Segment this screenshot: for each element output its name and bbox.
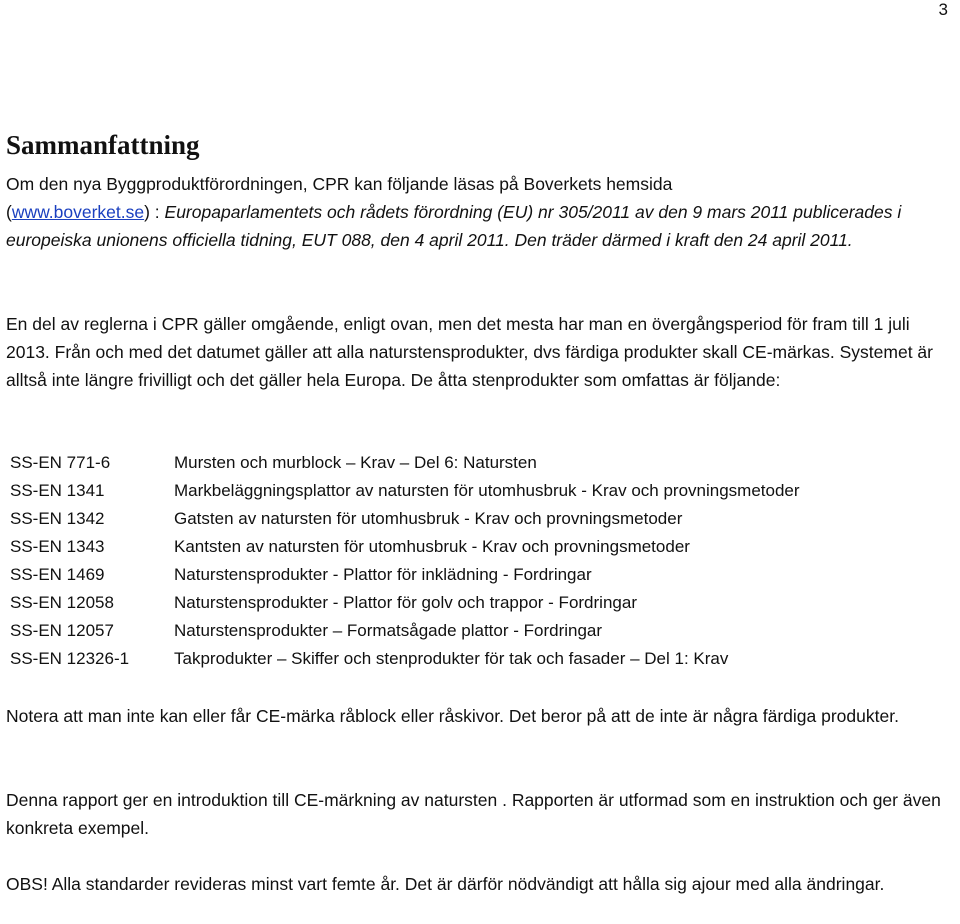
- standard-code: SS-EN 12326-1: [10, 649, 130, 668]
- standard-description: Mursten och murblock – Krav – Del 6: Natursten: [174, 453, 537, 472]
- url-open-paren: (: [6, 202, 12, 222]
- standard-description: Naturstensprodukter - Plattor för inklädning - Fordringar: [174, 565, 592, 584]
- notice-paragraph: Notera att man inte kan eller får CE-märka råblock eller råskivor. Det beror på att de inte är några färdiga produkter.: [6, 706, 899, 726]
- standard-row: [10, 477, 960, 505]
- report-paragraph: Denna rapport ger en introduktion till CE-märkning av natursten . Rapporten är utformad som en instruktion och ger även konkreta exempel.: [6, 790, 941, 838]
- standard-code: SS-EN 12057: [10, 621, 114, 640]
- standard-code: SS-EN 1341: [10, 481, 105, 500]
- standard-row: [10, 589, 960, 617]
- standard-description: Naturstensprodukter – Formatsågade plattor - Fordringar: [174, 621, 603, 640]
- url-close-paren: ) :: [144, 202, 165, 222]
- standard-row: [10, 617, 960, 645]
- boverket-link[interactable]: www.boverket.se: [11, 202, 145, 222]
- standard-code: SS-EN 1342: [10, 509, 105, 528]
- intro-paragraph: [6, 170, 956, 254]
- standard-row: [10, 561, 960, 589]
- page-number: 3: [938, 0, 948, 19]
- standard-row: [10, 533, 960, 561]
- standard-row: [10, 505, 960, 533]
- standard-description: Naturstensprodukter - Plattor för golv och trappor - Fordringar: [174, 593, 637, 612]
- page-title: Sammanfattning: [6, 130, 200, 160]
- standard-row: [10, 645, 960, 673]
- standard-code: SS-EN 1343: [10, 537, 105, 556]
- standard-description: Takprodukter – Skiffer och stenprodukter för tak och fasader – Del 1: Krav: [174, 649, 729, 668]
- standard-row: [10, 449, 960, 477]
- cpr-paragraph: En del av reglerna i CPR gäller omgående, enligt ovan, men det mesta har man en övergångsperiod för fram till 1 juli 2013. Från och med det datumet gäller att alla naturstensprodukter, dvs färdiga produkter skall CE-märkas. Systemet är alltså inte längre frivilligt och det gäller hela Europa. De åtta stenprodukter som omfattas är följande:: [6, 314, 933, 390]
- standard-description: Markbeläggningsplattor av natursten för utomhusbruk - Krav och provningsmetoder: [174, 481, 800, 500]
- standard-code: SS-EN 1469: [10, 565, 105, 584]
- standard-description: Gatsten av natursten för utomhusbruk - Krav och provningsmetoder: [174, 509, 683, 528]
- standard-description: Kantsten av natursten för utomhusbruk - Krav och provningsmetoder: [174, 537, 690, 556]
- quoted-text: Europaparlamentets och rådets förordning (EU) nr 305/2011 av den 9 mars 2011 publicerades i europeiska unionens officiella tidning, EUT 088, den 4 april 2011. Den träder därmed i kraft den 24 april 2011.: [6, 202, 902, 250]
- standard-code: SS-EN 771-6: [10, 453, 111, 472]
- standards-list: [10, 449, 960, 673]
- standard-code: SS-EN 12058: [10, 593, 114, 612]
- intro-line: Om den nya Byggproduktförordningen, CPR kan följande läsas på Boverkets hemsida: [6, 174, 673, 194]
- obs-paragraph: OBS! Alla standarder revideras minst vart femte år. Det är därför nödvändigt att hålla sig ajour med alla ändringar.: [6, 874, 885, 894]
